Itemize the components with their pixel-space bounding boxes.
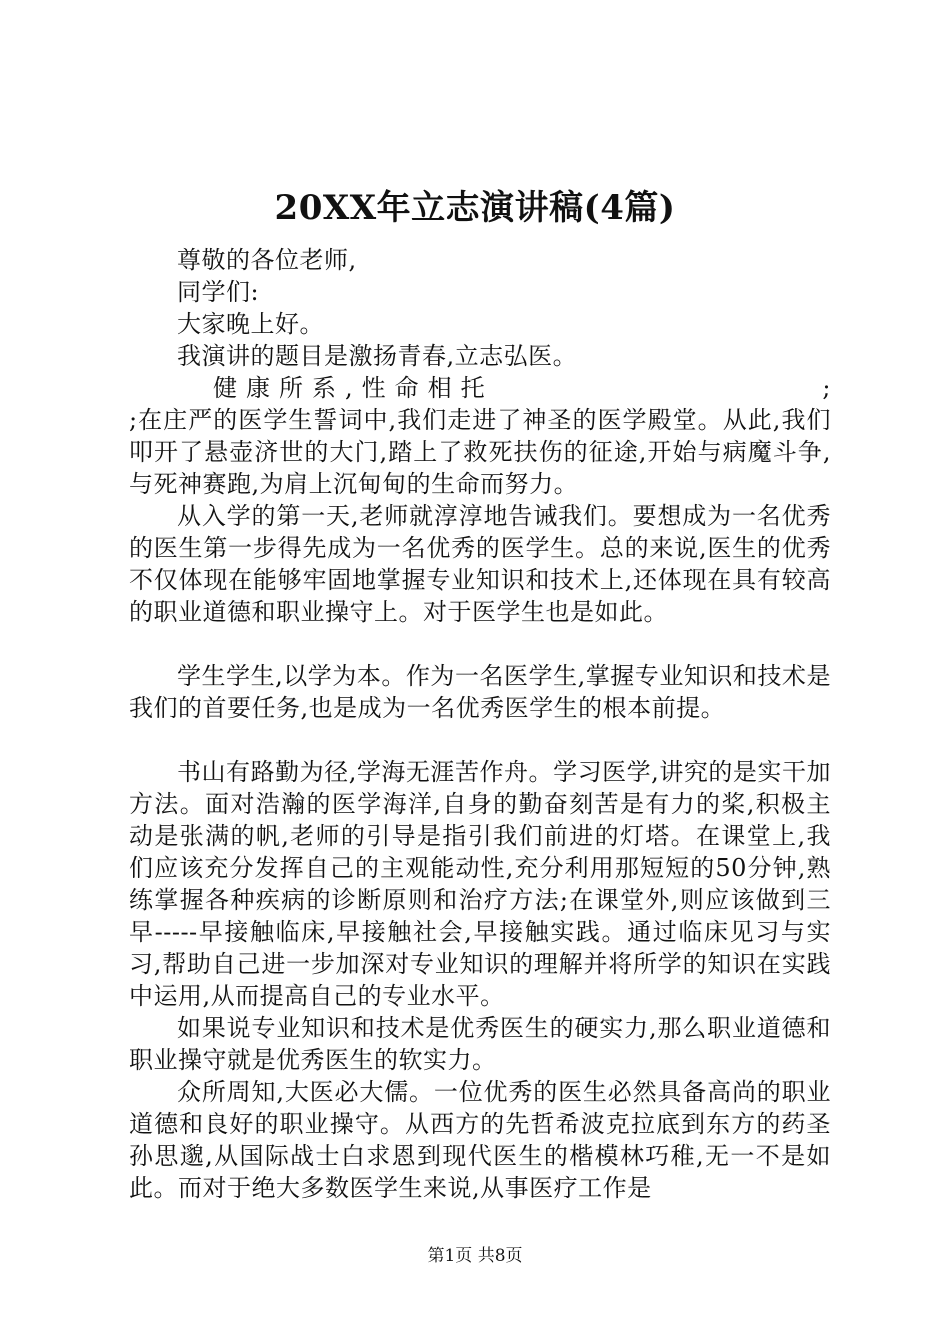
spaced-phrase-end: ; — [822, 374, 831, 402]
spaced-phrase: 健康所系,性命相托 — [213, 374, 494, 402]
paragraph: 众所周知,大医必大儒。一位优秀的医生必然具备高尚的职业道德和良好的职业操守。从西方的先哲希波克拉底到东方的药圣孙思邈,从国际战士白求恩到现代医生的楷模林巧稚,无一不是如此。而对于绝大多数医学生来说,从事医疗工作是 — [129, 1078, 831, 1202]
paragraph: 学生学生,以学为本。作为一名医学生,掌握专业知识和技术是我们的首要任务,也是成为一名优秀医学生的根本前提。 — [129, 662, 831, 722]
paragraph: ;在庄严的医学生誓词中,我们走进了神圣的医学殿堂。从此,我们叩开了悬壶济世的大门,踏上了救死扶伤的征途,开始与病魔斗争,与死神赛跑,为肩上沉甸甸的生命而努力。 — [129, 406, 831, 498]
document-title: 20XX年立志演讲稿(4篇) — [274, 188, 676, 228]
document-body — [129, 244, 831, 1204]
greeting-line: 大家晚上好。 — [177, 310, 324, 338]
paragraph: 如果说专业知识和技术是优秀医生的硬实力,那么职业道德和职业操守就是优秀医生的软实力。 — [129, 1014, 831, 1074]
intro-line: 我演讲的题目是激扬青春,立志弘医。 — [177, 342, 578, 370]
greeting-line: 同学们: — [177, 278, 260, 306]
spaced-phrase-line — [129, 372, 831, 404]
page-footer: 第1页 共8页 — [427, 1246, 523, 1266]
paragraph: 从入学的第一天,老师就淳淳地告诫我们。要想成为一名优秀的医生第一步得先成为一名优秀的医学生。总的来说,医生的优秀不仅体现在能够牢固地掌握专业知识和技术上,还体现在具有较高的职业道德和职业操守上。对于医学生也是如此。 — [129, 502, 831, 626]
greeting-line: 尊敬的各位老师, — [177, 246, 357, 274]
paragraph: 书山有路勤为径,学海无涯苦作舟。学习医学,讲究的是实干加方法。面对浩瀚的医学海洋,自身的勤奋刻苦是有力的桨,积极主动是张满的帆,老师的引导是指引我们前进的灯塔。在课堂上,我们应该充分发挥自己的主观能动性,充分利用那短短的50分钟,熟练掌握各种疾病的诊断原则和治疗方法;在课堂外,则应该做到三早-----早接触临床,早接触社会,早接触实践。通过临床见习与实习,帮助自己进一步加深对专业知识的理解并将所学的知识在实践中运用,从而提高自己的专业水平。 — [129, 758, 831, 1010]
